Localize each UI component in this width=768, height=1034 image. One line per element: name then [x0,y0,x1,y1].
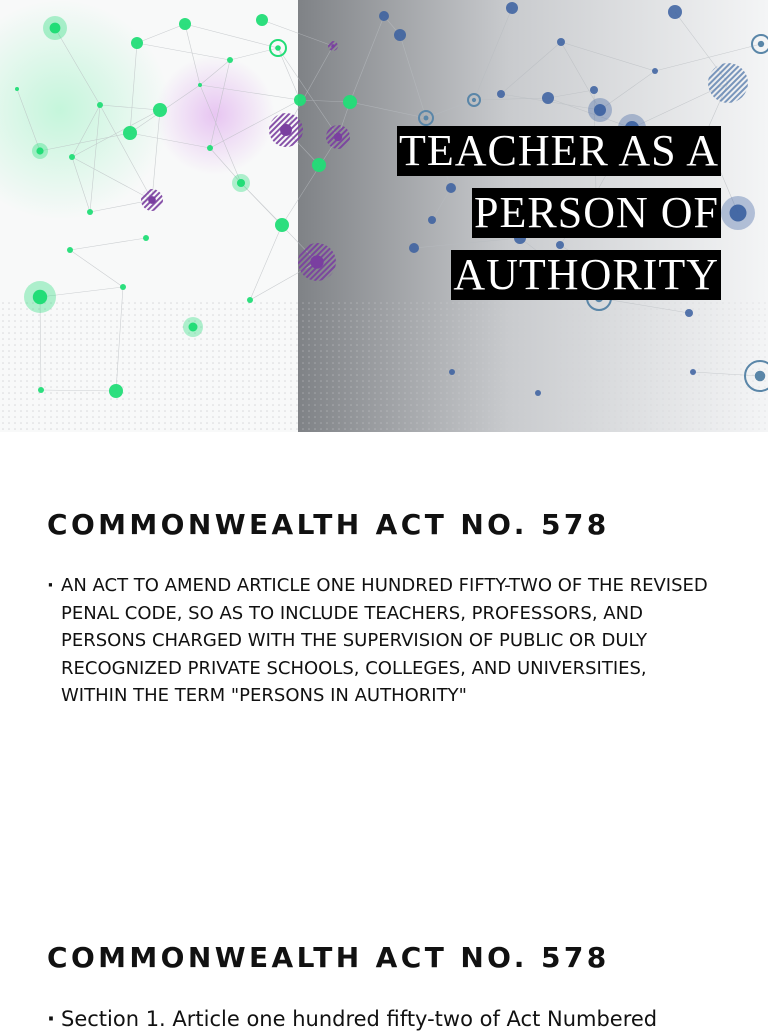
network-node [652,68,658,74]
network-node [131,37,143,49]
section-1-bullets [47,572,708,710]
title-slide [0,0,768,432]
network-node [328,41,338,51]
network-node [449,369,455,375]
network-node [557,38,565,46]
network-node [198,83,202,87]
network-node [232,174,250,192]
network-node [43,16,67,40]
network-node [379,11,389,21]
network-node [183,317,203,337]
network-node [394,29,406,41]
network-node [38,387,44,393]
network-node [207,145,213,151]
network-node [97,102,103,108]
network-node [721,196,755,230]
network-node [120,284,126,290]
bullet-item: · AN ACT TO AMEND ARTICLE ONE HUNDRED FIFTY-TWO OF THE REVISED PENAL CODE, SO AS TO INCLUDE TEACHERS, PROFESSORS, AND PERSONS CHARGED WITH THE SUPERVISION OF PUBLIC OR DULY RECOGNIZED PRIVATE SCHOOLS, COLLEGES, AND UNIVERSITIES, WITHIN THE TERM "PERSONS IN AUTHORITY" [47,572,708,710]
network-node [69,154,75,160]
network-node [87,209,93,215]
network-node [588,98,612,122]
network-node [269,113,303,147]
section-2-bullets [47,1004,708,1034]
network-node [668,5,682,19]
network-node [497,90,505,98]
network-node [143,235,149,241]
network-node [153,103,167,117]
network-node [179,18,191,30]
title-line-3: AUTHORITY [453,250,719,299]
network-node [109,384,123,398]
network-node [535,390,541,396]
network-node [708,63,748,103]
section-1-heading: COMMONWEALTH ACT NO. 578 [47,508,610,541]
network-node [294,94,306,106]
title-line-2: PERSON OF [474,188,719,237]
network-node [542,92,554,104]
network-node [32,143,48,159]
network-node [312,158,326,172]
network-node [15,87,19,91]
section-2-heading: COMMONWEALTH ACT NO. 578 [47,941,610,974]
network-node [227,57,233,63]
network-node [247,297,253,303]
slide-title [397,126,721,312]
bullet-item: · Section 1. Article one hundred fifty-two of Act Numbered [47,1004,708,1034]
network-node [256,14,268,26]
network-node [506,2,518,14]
title-line-1: TEACHER AS A [398,126,719,175]
network-node [343,95,357,109]
network-node [275,218,289,232]
network-node [590,86,598,94]
network-node [67,247,73,253]
network-node [298,243,336,281]
network-node [326,125,350,149]
network-node [141,189,163,211]
network-node [24,281,56,313]
network-node [690,369,696,375]
network-node [123,126,137,140]
